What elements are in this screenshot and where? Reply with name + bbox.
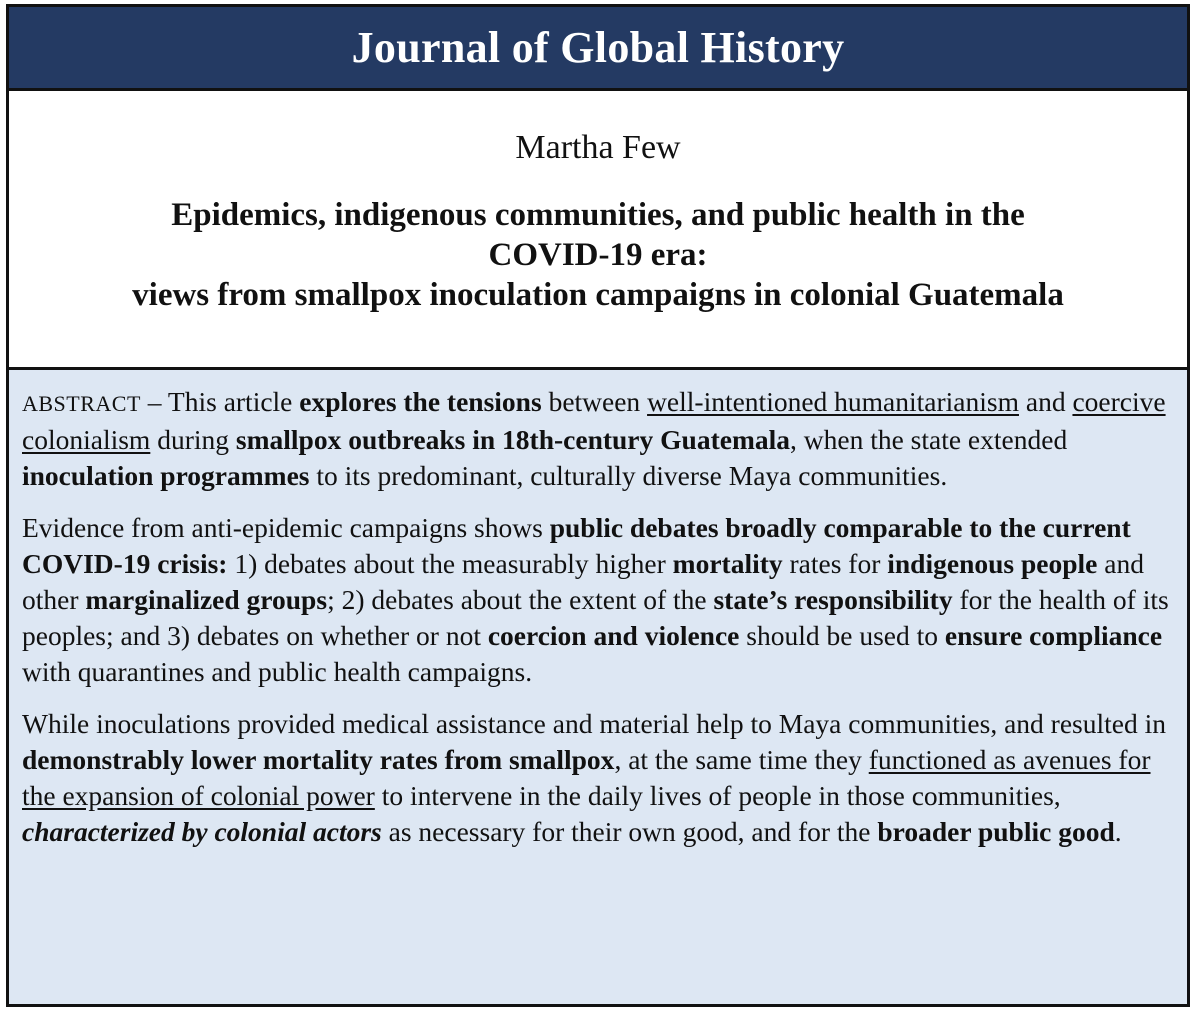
text-run: rates for xyxy=(782,548,888,579)
bold-run: public debates broadly comparable to the current COVID-19 crisis: xyxy=(22,512,1131,579)
bold-run: indigenous people xyxy=(887,548,1098,579)
abstract-block xyxy=(9,370,1187,1004)
text-run: While inoculations provided medical assistance and material help to Maya communities, and resulted in xyxy=(22,708,1166,739)
bold-run: ensure compliance xyxy=(944,620,1163,651)
text-run: Evidence from anti-epidemic campaigns shows xyxy=(22,512,550,543)
abstract-paragraph-3 xyxy=(22,706,1173,850)
text-run: with quarantines and public health campaigns. xyxy=(22,656,533,687)
abstract-card xyxy=(6,4,1190,1007)
text-run: for the health of its peoples; and 3) debates on whether or not xyxy=(22,584,1169,651)
text-run: . xyxy=(1114,816,1122,847)
abstract-paragraph-1 xyxy=(22,384,1173,494)
underline-run: well-intentioned humanitarianism xyxy=(647,386,1019,417)
text-run: as necessary for their own good, and for the xyxy=(381,816,878,847)
article-title-line: COVID-19 era: xyxy=(488,237,708,273)
bold-run: broader public good xyxy=(877,816,1115,847)
bold-run: inoculation programmes xyxy=(22,460,310,491)
text-run: , at the same time they xyxy=(614,744,869,775)
text-run: between xyxy=(541,386,648,417)
bold-run: mortality xyxy=(672,548,783,579)
bold-run: state’s responsibility xyxy=(713,584,953,615)
abstract-paragraph-2 xyxy=(22,510,1173,690)
text-run: and other xyxy=(22,548,1144,615)
article-title-line: Epidemics, indigenous communities, and public health in the xyxy=(171,197,1025,233)
bold-run: demonstrably lower mortality rates from smallpox xyxy=(22,744,615,775)
bold-run: smallpox outbreaks in 18th-century Guatemala xyxy=(235,424,790,455)
journal-title: Journal of Global History xyxy=(351,23,845,72)
bold-run: coercion and violence xyxy=(487,620,740,651)
text-run: and xyxy=(1018,386,1073,417)
author-name: Martha Few xyxy=(515,129,681,166)
text-run: – This article xyxy=(140,386,300,417)
article-title xyxy=(19,195,1177,315)
bold-italic-run: characterized by colonial actors xyxy=(22,816,382,847)
text-run: during xyxy=(150,424,236,455)
text-run: 1) debates about the measurably higher xyxy=(227,548,673,579)
text-run: to intervene in the daily lives of people in those communities, xyxy=(374,780,1061,811)
text-run: should be used to xyxy=(739,620,945,651)
title-block xyxy=(9,91,1187,370)
text-run: to its predominant, culturally diverse Maya communities. xyxy=(309,460,948,491)
article-title-line: views from smallpox inoculation campaigns in colonial Guatemala xyxy=(132,277,1064,313)
underline-run: functioned as avenues for the expansion of colonial power xyxy=(22,744,1151,811)
bold-run: marginalized groups xyxy=(85,584,328,615)
bold-run: explores the tensions xyxy=(299,386,542,417)
journal-header xyxy=(9,7,1187,91)
abstract-label: ABSTRACT xyxy=(22,391,141,416)
text-run: , when the state extended xyxy=(790,424,1068,455)
underline-run: coercive colonialism xyxy=(22,386,1166,455)
text-run: ; 2) debates about the extent of the xyxy=(327,584,714,615)
